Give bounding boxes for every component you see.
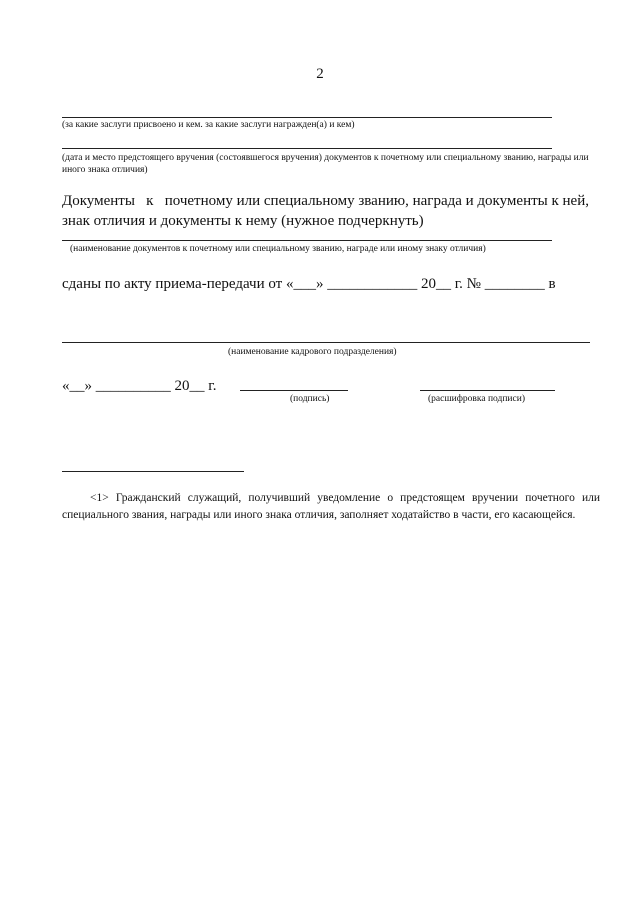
documents-line-2: знак отличия и документы к нему (нужное подчеркнуть) xyxy=(62,213,424,229)
caption-date-place: (дата и место предстоящего вручения (состоявшегося вручения) документов к почетному или специальному званию, награды или иного знака отличия) xyxy=(62,153,589,175)
signature-line xyxy=(240,390,348,391)
date-line: «__» __________ 20__ г. xyxy=(62,378,217,394)
docs-name-line xyxy=(62,240,552,241)
hr-unit-line xyxy=(62,342,590,343)
footnote-separator xyxy=(62,471,244,472)
footnote-text: <1> Гражданский служащий, получивший уведомление о предстоящем вручении почетного или специального звания, награды или иного знака отличия, заполняет ходатайство в части, его касающейся. xyxy=(62,492,600,521)
date-place-line xyxy=(62,148,552,149)
handed-over-text: сданы по акту приема-передачи от «___» ____________ 20__ г. № ________ в xyxy=(62,276,556,292)
caption-docs-name: (наименование документов к почетному или специальному званию, награде или иному знаку отличия) xyxy=(70,244,486,254)
documents-line-1: Документы к почетному или специальному званию, награда и документы к ней, xyxy=(62,193,589,209)
page-number: 2 xyxy=(316,66,324,82)
caption-hr-unit: (наименование кадрового подразделения) xyxy=(228,347,397,357)
merits-line xyxy=(62,117,552,118)
decoding-caption: (расшифровка подписи) xyxy=(428,394,525,404)
decoding-line xyxy=(420,390,555,391)
caption-merits: (за какие заслуги присвоено и кем. за какие заслуги награжден(а) и кем) xyxy=(62,120,355,130)
signature-caption: (подпись) xyxy=(290,394,330,404)
